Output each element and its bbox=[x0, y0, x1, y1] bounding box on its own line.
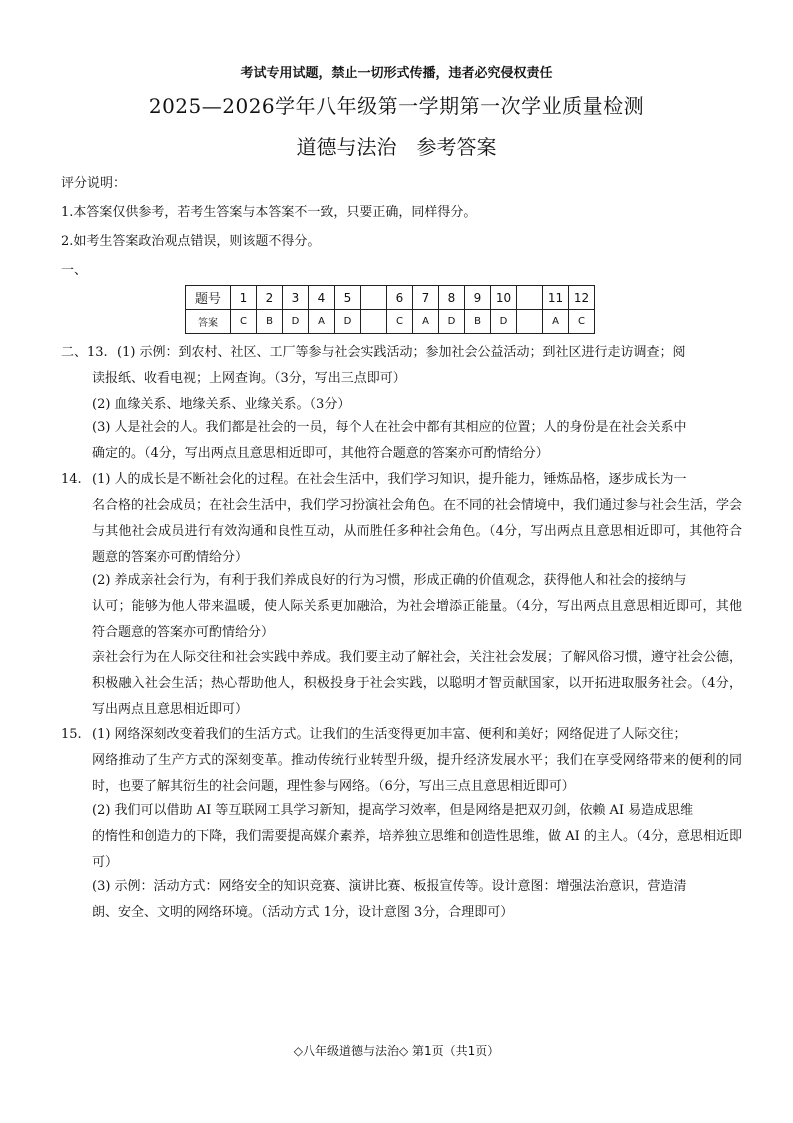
copyright-notice: 考试专用试题，禁止一切形式传播，违者必究侵权责任 bbox=[240, 66, 553, 81]
answer-table-number-row bbox=[186, 286, 595, 310]
answer-letter: A bbox=[309, 310, 335, 334]
answer-letter: B bbox=[465, 310, 491, 334]
question-number: 3 bbox=[283, 286, 309, 310]
q13-part1-continuation: 读报纸、收看电视；上网查询。（3分，写出三点即可） bbox=[92, 371, 406, 386]
answer-table-answer-row bbox=[186, 310, 595, 334]
q13-prefix: 二、13. bbox=[61, 345, 108, 360]
exam-subtitle: 道德与法治 参考答案 bbox=[296, 135, 497, 159]
answer-letter: D bbox=[491, 310, 517, 334]
q15-part3-first-line: (3) 示例：活动方式：网络安全的知识竞赛、演讲比赛、板报宣传等。设计意图：增强法治意识，营造清 bbox=[92, 879, 687, 894]
q13-part2: (2) 血缘关系、地缘关系、业缘关系。（3分） bbox=[92, 397, 351, 412]
q15-prefix: 15. bbox=[61, 727, 82, 742]
question-number: 2 bbox=[257, 286, 283, 310]
q15-part3-continuation: 朗、安全、文明的网络环境。（活动方式 1分，设计意图 3分，合理即可） bbox=[92, 905, 514, 920]
answer-letter: C bbox=[231, 310, 257, 334]
table-spacer-cell bbox=[361, 286, 387, 310]
q14-prefix: 14. bbox=[61, 472, 82, 487]
q15-part2-first-line: (2) 我们可以借助 AI 等互联网工具学习新知，提高学习效率，但是网络是把双刃剑，依赖 AI 易造成思维 bbox=[92, 803, 694, 818]
question-number: 12 bbox=[569, 286, 595, 310]
q14-part2-continuation: 认可；能够为他人带来温暖，使人际关系更加融洽，为社会增添正能量。（4分，写出两点且意思相近即可，其他符合题意的答案亦可酌情给分） bbox=[92, 599, 742, 640]
question-number: 11 bbox=[543, 286, 569, 310]
answer-letter: D bbox=[439, 310, 465, 334]
q14-part3: 亲社会行为在人际交往和社会实践中养成。我们要主动了解社会，关注社会发展；了解风俗习惯，遵守社会公德，积极融入社会生活；热心帮助他人，积极投身于社会实践，以聪明才智贡献国家，以开拓进取服务社会。（4分，写出两点且意思相近即可） bbox=[92, 650, 743, 717]
answer-table-number-label: 题号 bbox=[186, 286, 231, 310]
answer-letter: D bbox=[335, 310, 361, 334]
exam-title: 2025—2026学年八年级第一学期第一次学业质量检测 bbox=[148, 94, 645, 118]
q15-part2-continuation: 的惰性和创造力的下降，我们需要提高媒介素养，培养独立思维和创造性思维，做 AI 的主人。（4分，意思相近即可） bbox=[92, 829, 742, 870]
answer-letter: A bbox=[413, 310, 439, 334]
q14-part1-first-line: (1) 人的成长是不断社会化的过程。在社会生活中，我们学习知识，提升能力，锤炼品格，逐步成长为一 bbox=[92, 472, 687, 487]
table-spacer-cell bbox=[361, 310, 387, 334]
answer-letter: C bbox=[569, 310, 595, 334]
table-spacer-cell bbox=[517, 286, 543, 310]
question-number: 1 bbox=[231, 286, 257, 310]
q14-part2-first-line: (2) 养成亲社会行为，有利于我们养成良好的行为习惯，形成正确的价值观念，获得他人和社会的接纳与 bbox=[92, 573, 687, 588]
answer-letter: C bbox=[387, 310, 413, 334]
table-spacer-cell bbox=[517, 310, 543, 334]
question-number: 7 bbox=[413, 286, 439, 310]
question-number: 9 bbox=[465, 286, 491, 310]
question-number: 10 bbox=[491, 286, 517, 310]
scoring-note-1: 1.本答案仅供参考，若考生答案与本答案不一致，只要正确，同样得分。 bbox=[61, 205, 477, 220]
q13-part1-first-line: (1) 示例：到农村、社区、工厂等参与社会实践活动；参加社会公益活动；到社区进行走访调查；阅 bbox=[117, 345, 686, 360]
answer-letter: A bbox=[543, 310, 569, 334]
scoring-heading: 评分说明： bbox=[61, 176, 127, 191]
question-number: 6 bbox=[387, 286, 413, 310]
question-number: 5 bbox=[335, 286, 361, 310]
answer-table-answer-label: 答案 bbox=[186, 310, 231, 334]
q15-part1-continuation: 网络推动了生产方式的深刻变革。推动传统行业转型升级，提升经济发展水平；我们在享受网络带来的便利的同时，也要了解其衍生的社会问题，理性参与网络。（6分，写出三点且意思相近即可） bbox=[92, 753, 742, 794]
q13-part3-continuation: 确定的。（4分，写出两点且意思相近即可，其他符合题意的答案亦可酌情给分） bbox=[92, 446, 549, 461]
answer-table bbox=[185, 285, 595, 334]
scoring-note-2: 2.如考生答案政治观点错误，则该题不得分。 bbox=[61, 234, 321, 249]
q15-part1-first-line: (1) 网络深刻改变着我们的生活方式。让我们的生活变得更加丰富、便利和美好；网络促进了人际交往； bbox=[92, 727, 687, 742]
q14-part1-continuation: 名合格的社会成员；在社会生活中，我们学习扮演社会角色。在不同的社会情境中，我们通过参与社会生活，学会与其他社会成员进行有效沟通和良性互动，从而胜任多种社会角色。（4分，写出两点且意思相近即可，其他符合题意的答案亦可酌情给分） bbox=[92, 498, 743, 565]
answer-letter: D bbox=[283, 310, 309, 334]
question-number: 4 bbox=[309, 286, 335, 310]
page-footer: ◇八年级道德与法治◇ 第1页（共1页） bbox=[293, 1044, 500, 1058]
question-number: 8 bbox=[439, 286, 465, 310]
section-1-label: 一、 bbox=[61, 263, 88, 278]
q13-part3-first-line: (3) 人是社会的人。我们都是社会的一员，每个人在社会中都有其相应的位置；人的身份是在社会关系中 bbox=[92, 420, 687, 435]
answer-letter: B bbox=[257, 310, 283, 334]
